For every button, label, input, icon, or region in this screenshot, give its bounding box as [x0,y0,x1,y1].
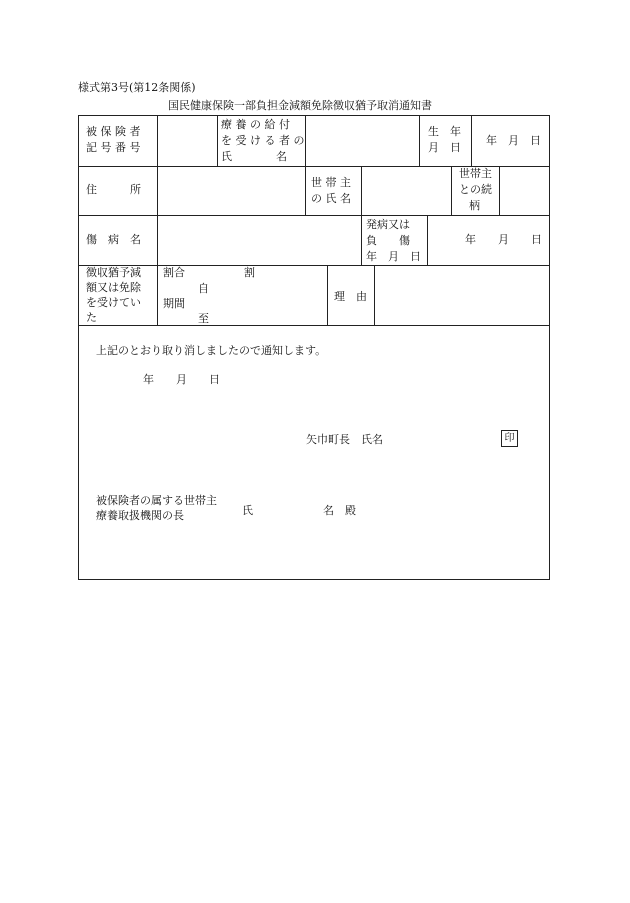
birth-label-line2: 月 日 [428,141,461,154]
period-from-label: 自 [198,282,209,295]
seal-mark: 印 [501,430,518,447]
relation-label-line1: 世帯主 [459,167,492,180]
householder-name-label-line2: の 氏 名 [311,192,351,205]
column-divider [361,215,362,265]
column-divider [157,116,158,166]
relation-label-line3: 柄 [469,199,480,212]
onset-label-line1: 発病又は [366,218,410,231]
form-number-label: 様式第3号(第12条関係) [78,81,196,94]
column-divider [305,116,306,166]
column-divider [305,166,306,215]
period-label-line2: 額又は免除 [86,281,141,294]
column-divider [427,215,428,265]
notice-message: 上記のとおり取り消しましたので通知します。 [96,344,327,357]
period-label-line1: 徴収猶予減 [86,266,141,279]
column-divider [327,265,328,325]
mayor-name-label: 矢巾町長 氏名 [306,433,383,446]
column-divider [157,166,158,215]
relation-label-line2: との続 [459,183,492,196]
rate-unit-label: 割 [244,266,255,279]
document-title: 国民健康保険一部負担金減額免除徴収猶予取消通知書 [168,99,432,112]
period-to-label: 至 [198,312,209,325]
notice-date: 年 月 日 [143,373,220,386]
rate-label: 割合 [163,266,185,279]
row-divider [79,265,549,266]
period-label: 期間 [163,297,185,310]
birth-date-value: 年 月 日 [486,134,541,147]
column-divider [451,166,452,215]
column-divider [374,265,375,325]
honorific-surname: 氏 [242,504,253,517]
column-divider [361,166,362,215]
insured-number-label-line2: 記 号 番 号 [86,141,141,154]
column-divider [157,215,158,265]
row-divider [79,215,549,216]
benefit-recipient-label-line2: を 受 け る 者 の [221,134,305,147]
period-label-line4: た [86,311,97,324]
addressee-line2: 療養取扱機関の長 [96,509,184,522]
benefit-recipient-label-line1: 療 養 の 給 付 [221,118,290,131]
honorific-name-dono: 名 殿 [323,504,356,517]
illness-name-label: 傷 病 名 [86,233,141,246]
onset-label-line2: 負 傷 [366,234,410,247]
column-divider [217,116,218,166]
row-divider [79,325,549,326]
column-divider [471,116,472,166]
period-label-line3: を受けてい [86,296,141,309]
reason-label: 理 由 [334,290,367,303]
onset-date-value: 年 月 日 [465,233,542,246]
addressee-line1: 被保険者の属する世帯主 [96,494,217,507]
column-divider [419,116,420,166]
column-divider [157,265,158,325]
column-divider [499,166,500,215]
address-label: 住 所 [86,183,141,196]
householder-name-label-line1: 世 帯 主 [311,176,351,189]
birth-label-line1: 生 年 [428,125,461,138]
benefit-recipient-label-line3: 氏 名 [221,150,287,163]
onset-label-line3: 年 月 日 [366,250,421,263]
insured-number-label-line1: 被 保 険 者 [86,125,141,138]
